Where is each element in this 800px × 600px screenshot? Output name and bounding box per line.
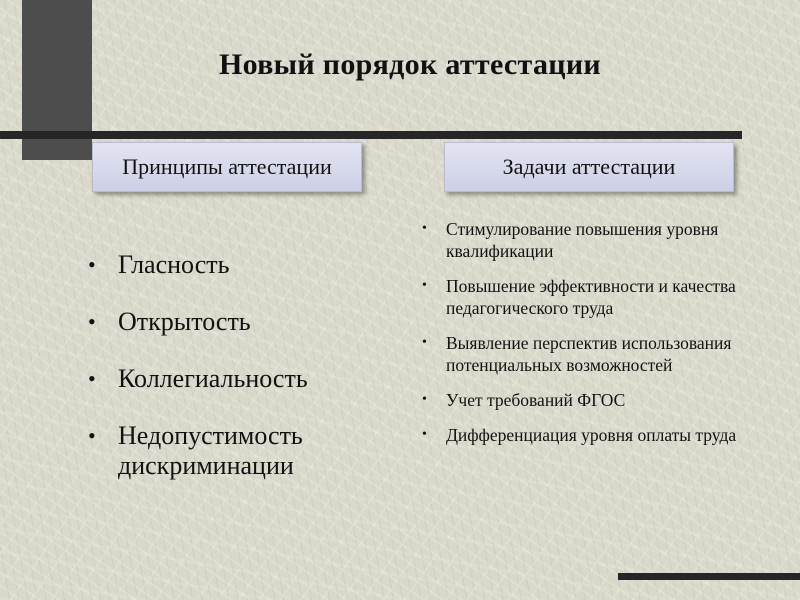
bullet-icon: • (422, 392, 427, 407)
bullet-icon: • (422, 427, 427, 442)
list-item (86, 364, 406, 394)
list-item-text: Открытость (118, 307, 251, 336)
page-title: Новый порядок аттестации (218, 48, 601, 81)
list-item-text: Коллегиальность (118, 364, 308, 393)
bullet-icon: • (422, 335, 427, 350)
top-divider-line (0, 131, 742, 139)
bullet-icon: • (88, 423, 96, 448)
bottom-divider-line (618, 573, 800, 580)
list-item (86, 250, 406, 280)
bullet-icon: • (422, 221, 427, 236)
tasks-header: Задачи аттестации (444, 142, 734, 192)
list-item-text: Учет требований ФГОС (446, 390, 626, 410)
list-item (86, 421, 406, 481)
bullet-icon: • (422, 278, 427, 293)
list-item (86, 307, 406, 337)
list-item-text: Повышение эффективности и качества педагогического труда (446, 276, 736, 318)
list-item (420, 332, 760, 376)
list-item-text: Выявление перспектив использования потенциальных возможностей (446, 333, 732, 375)
list-item-text: Стимулирование повышения уровня квалификации (446, 219, 719, 261)
list-item-text: Недопустимость дискриминации (118, 421, 303, 480)
principles-list (86, 250, 406, 508)
bullet-icon: • (88, 309, 96, 334)
tasks-list (420, 218, 760, 459)
list-item-text: Дифференциация уровня оплаты труда (446, 425, 737, 445)
principles-header: Принципы аттестации (92, 142, 362, 192)
bullet-icon: • (88, 252, 96, 277)
list-item (420, 389, 760, 411)
list-item-text: Гласность (118, 250, 230, 279)
list-item (420, 218, 760, 262)
bullet-icon: • (88, 366, 96, 391)
list-item (420, 275, 760, 319)
list-item (420, 424, 760, 446)
